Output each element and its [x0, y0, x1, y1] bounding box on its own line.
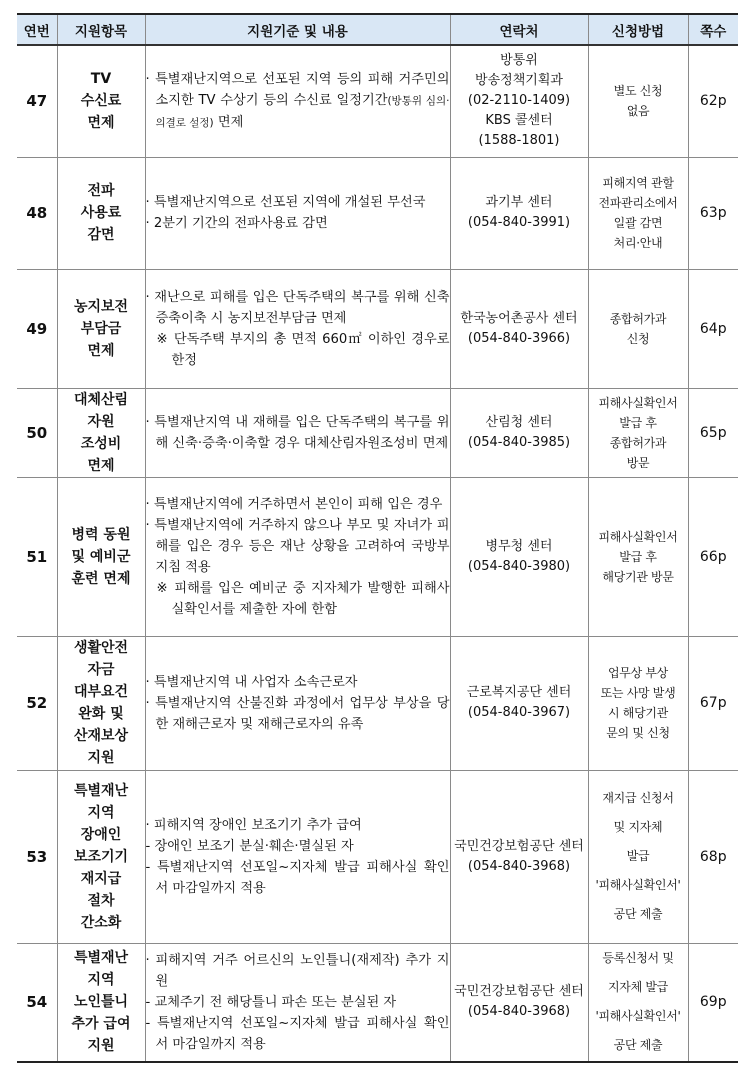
item-line: 대부요건 — [73, 684, 129, 700]
method-line: 업무상 부상 — [608, 666, 668, 680]
row-number: 47 — [17, 45, 57, 157]
support-item — [57, 636, 145, 770]
method-line: 발급 — [626, 849, 650, 863]
method-line: 재지급 신청서 — [602, 791, 674, 805]
method-line: 및 지자체 — [613, 820, 663, 834]
support-item — [57, 770, 145, 943]
item-line: 재지급 — [80, 870, 122, 887]
contact-line: (054-840-3991) — [467, 215, 571, 230]
method — [588, 636, 688, 770]
method-line: 등록신청서 및 — [602, 951, 674, 966]
method-line: 피해지역 관할 — [602, 176, 674, 190]
method-line: 피해사실확인서 — [598, 395, 678, 410]
contact-line: 근로복지공단 센터 — [466, 685, 572, 700]
item-line: 조성비 — [80, 435, 122, 452]
contact-line: (054-840-3980) — [467, 558, 571, 574]
table-row — [17, 388, 738, 477]
item-line: 및 예비군 — [71, 548, 131, 565]
criteria — [145, 477, 450, 636]
method-line: 발급 후 — [619, 415, 657, 430]
item-line: 간소화 — [80, 914, 122, 931]
table-row — [17, 636, 738, 770]
method — [588, 157, 688, 269]
support-item — [57, 269, 145, 388]
item-line: 보조기기 — [73, 848, 129, 865]
item-line: 지원 — [87, 750, 115, 766]
row-number: 54 — [17, 943, 57, 1062]
table-row — [17, 943, 738, 1062]
contact-line: (054-840-3985) — [467, 434, 571, 450]
table-row — [17, 157, 738, 269]
criteria — [145, 636, 450, 770]
contact-line: (054-840-3967) — [467, 705, 571, 720]
method-line: 방문 — [626, 455, 650, 470]
item-line: 전파 — [87, 183, 115, 199]
method-line: 종합허가과 — [609, 435, 667, 450]
row-number: 51 — [17, 477, 57, 636]
contact-line: (02-2110-1409) — [467, 93, 571, 109]
criteria — [145, 388, 450, 477]
method — [588, 943, 688, 1062]
contact-line: 국민건강보험공단 센터 — [454, 984, 584, 1000]
header-no: 연번 — [17, 14, 57, 45]
criteria-line: · 특별재난지역 산불진화 과정에서 업무상 부상을 당한 재해근로자 및 재해근로자의 유족 — [145, 695, 450, 732]
item-line: 특별재난 — [73, 782, 129, 799]
method-line: 피해사실확인서 — [598, 529, 678, 544]
contact-line: (054-840-3968) — [467, 858, 571, 874]
item-line: 지역 — [87, 972, 115, 989]
criteria-line: · 피해지역 장애인 보조기기 추가 급여 — [145, 817, 362, 833]
support-item — [57, 45, 145, 157]
page-number: 66p — [688, 477, 738, 636]
criteria-line: · 특별재난지역으로 선포된 지역 등의 피해 거주민의 소지한 TV 수상기 등의 수신료 일정기간(방통위 심의·의결로 설정) 면제 — [145, 71, 450, 130]
contact-line: 한국농어촌공사 센터 — [460, 310, 578, 326]
contact-line: (1588-1801) — [478, 133, 560, 149]
item-line: 특별재난 — [73, 950, 129, 967]
item-line: 추가 급여 — [71, 1016, 131, 1033]
criteria-note: ※ 피해를 입은 예비군 중 지자체가 발행한 피해사실확인서를 제출한 자에 한함 — [156, 580, 450, 617]
item-line: 면제 — [87, 457, 115, 474]
item-line: 부담금 — [80, 320, 122, 337]
item-line: 감면 — [87, 227, 115, 243]
item-line: 병력 동원 — [71, 526, 131, 543]
method — [588, 45, 688, 157]
page-number: 67p — [688, 636, 738, 770]
criteria-note: ※ 단독주택 부지의 총 면적 660㎡ 이하인 경우로 한정 — [156, 331, 450, 368]
row-number: 53 — [17, 770, 57, 943]
method-line: 문의 및 신청 — [606, 726, 670, 740]
table-row — [17, 45, 738, 157]
page-number: 65p — [688, 388, 738, 477]
criteria-line: · 특별재난지역에 거주하지 않으나 부모 및 자녀가 피해를 입은 경우 등은 재난 상황을 고려하여 국방부 지침 적용 — [145, 517, 450, 575]
item-line: 수신료 — [80, 93, 122, 110]
method-line: 없음 — [626, 104, 650, 119]
method-line: 별도 신청 — [613, 84, 663, 99]
item-line: 면제 — [87, 342, 115, 359]
item-line: 노인틀니 — [73, 994, 129, 1011]
criteria — [145, 770, 450, 943]
header-page: 쪽수 — [688, 14, 738, 45]
item-line: TV — [90, 71, 112, 88]
method-line: 처리·안내 — [613, 236, 663, 250]
row-number: 48 — [17, 157, 57, 269]
page-number: 64p — [688, 269, 738, 388]
item-line: 지원 — [87, 1038, 115, 1055]
contact — [450, 388, 588, 477]
criteria-line: · 재난으로 피해를 입은 단독주택의 복구를 위해 신축증축이축 시 농지보전부담금 면제 — [145, 289, 450, 326]
row-number: 49 — [17, 269, 57, 388]
method — [588, 477, 688, 636]
contact — [450, 45, 588, 157]
header-row — [17, 14, 738, 45]
item-line: 훈련 면제 — [71, 570, 131, 587]
criteria-line: · 특별재난지역 내 사업자 소속근로자 — [145, 674, 358, 690]
method-line: 공단 제출 — [613, 1038, 663, 1053]
support-item — [57, 943, 145, 1062]
row-number: 52 — [17, 636, 57, 770]
method-line: 지자체 발급 — [608, 980, 668, 995]
contact-line: 방통위 — [500, 53, 538, 69]
criteria-line: - 특별재난지역 선포일~지자체 발급 피해사실 확인서 마감일까지 적용 — [145, 859, 450, 896]
contact — [450, 477, 588, 636]
item-line: 자금 — [87, 662, 115, 678]
method-line: 전파관리소에서 — [598, 196, 678, 210]
table-row — [17, 770, 738, 943]
header-contact: 연락처 — [450, 14, 588, 45]
contact — [450, 943, 588, 1062]
contact — [450, 770, 588, 943]
contact — [450, 157, 588, 269]
criteria-line: - 장애인 보조기 분실·훼손·멸실된 자 — [145, 838, 354, 854]
criteria — [145, 157, 450, 269]
item-line: 완화 및 — [78, 706, 124, 722]
contact-line: (054-840-3968) — [467, 1004, 571, 1020]
support-item — [57, 388, 145, 477]
criteria-line: - 특별재난지역 선포일~지자체 발급 피해사실 확인서 마감일까지 적용 — [145, 1015, 450, 1052]
item-line: 장애인 — [80, 826, 122, 843]
method — [588, 388, 688, 477]
method-line: 또는 사망 발생 — [600, 686, 676, 700]
table-row — [17, 269, 738, 388]
header-criteria: 지원기준 및 내용 — [145, 14, 450, 45]
item-line: 면제 — [87, 115, 115, 132]
contact-line: (054-840-3966) — [467, 330, 571, 346]
method-line: '피해사실확인서' — [595, 1009, 681, 1024]
page-number: 69p — [688, 943, 738, 1062]
support-table — [17, 13, 738, 1063]
item-line: 자원 — [87, 413, 115, 430]
page-number: 62p — [688, 45, 738, 157]
criteria-line: · 특별재난지역에 거주하면서 본인이 피해 입은 경우 — [145, 496, 443, 512]
item-line: 산재보상 — [73, 728, 129, 744]
header-method: 신청방법 — [588, 14, 688, 45]
method-line: '피해사실확인서' — [595, 878, 681, 892]
contact — [450, 269, 588, 388]
contact-line: 방송정책기획과 — [475, 73, 563, 89]
contact-line: KBS 콜센터 — [485, 113, 553, 129]
criteria-line: · 피해지역 거주 어르신의 노인틀니(재제작) 추가 지원 — [145, 952, 450, 989]
method-line: 공단 제출 — [613, 907, 663, 921]
criteria — [145, 943, 450, 1062]
item-line: 사용료 — [80, 205, 122, 221]
item-line: 생활안전 — [73, 640, 129, 656]
page-number: 63p — [688, 157, 738, 269]
table-row — [17, 477, 738, 636]
contact-line: 과기부 센터 — [485, 195, 553, 210]
contact — [450, 636, 588, 770]
page-number: 68p — [688, 770, 738, 943]
method-line: 일괄 감면 — [613, 216, 663, 230]
item-line: 대체산림 — [73, 391, 129, 408]
header-item: 지원항목 — [57, 14, 145, 45]
criteria — [145, 269, 450, 388]
method — [588, 770, 688, 943]
method-line: 종합허가과 — [609, 311, 667, 326]
support-item — [57, 157, 145, 269]
method — [588, 269, 688, 388]
criteria-line: · 2분기 기간의 전파사용료 감면 — [145, 216, 328, 231]
item-line: 지역 — [87, 804, 115, 821]
method-line: 시 해당기관 — [608, 706, 668, 720]
criteria-line: · 특별재난지역 내 재해를 입은 단독주택의 복구를 위해 신축·증축·이축할 경우 대체산림자원조성비 면제 — [145, 414, 450, 451]
item-line: 농지보전 — [73, 298, 129, 315]
criteria — [145, 45, 450, 157]
method-line: 신청 — [626, 331, 650, 346]
method-line: 발급 후 — [619, 549, 657, 564]
contact-line: 병무청 센터 — [485, 538, 553, 554]
support-item — [57, 477, 145, 636]
contact-line: 산림청 센터 — [485, 414, 553, 430]
row-number: 50 — [17, 388, 57, 477]
contact-line: 국민건강보험공단 센터 — [454, 838, 584, 854]
criteria-line: - 교체주기 전 해당틀니 파손 또는 분실된 자 — [145, 994, 397, 1010]
method-line: 해당기관 방문 — [602, 569, 674, 584]
criteria-line: · 특별재난지역으로 선포된 지역에 개설된 무선국 — [145, 195, 426, 210]
item-line: 절차 — [87, 892, 115, 909]
